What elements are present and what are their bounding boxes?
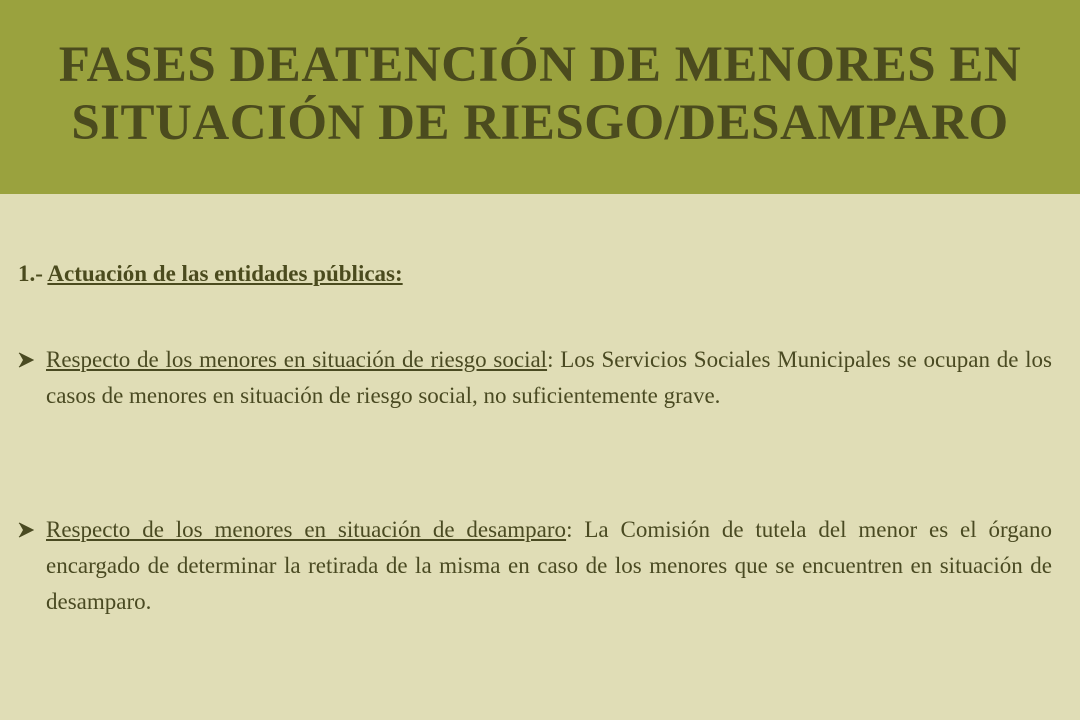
slide-content	[0, 194, 1080, 720]
bullet-item-desamparo	[18, 512, 1052, 620]
slide-title: FASES DEATENCIÓN DE MENORES EN SITUACIÓN DE RIESGO/DESAMPARO	[58, 37, 1022, 151]
title-bar	[0, 0, 1080, 194]
bullet-lead: Respecto de los menores en situación de riesgo social	[46, 347, 548, 372]
bullet-text	[46, 512, 1052, 620]
arrowhead-bullet-icon	[18, 522, 34, 538]
section-number: 1.-	[18, 261, 48, 286]
section-heading	[18, 258, 403, 290]
section-title: Actuación de las entidades públicas:	[47, 261, 403, 286]
bullet-item-riesgo	[18, 342, 1052, 414]
bullet-text	[46, 342, 1052, 414]
bullet-body: : La Comisión de tutela del menor es el órgano encargado de determinar la retirada de la misma en caso de los menores que se encuentren en situación de desamparo.	[46, 517, 1052, 614]
bullet-lead: Respecto de los menores en situación de desamparo	[46, 517, 567, 542]
bullet-body: : Los Servicios Sociales Municipales se ocupan de los casos de menores en situación de riesgo social, no suficientemente grave.	[46, 347, 1052, 408]
arrowhead-bullet-icon	[18, 352, 34, 368]
